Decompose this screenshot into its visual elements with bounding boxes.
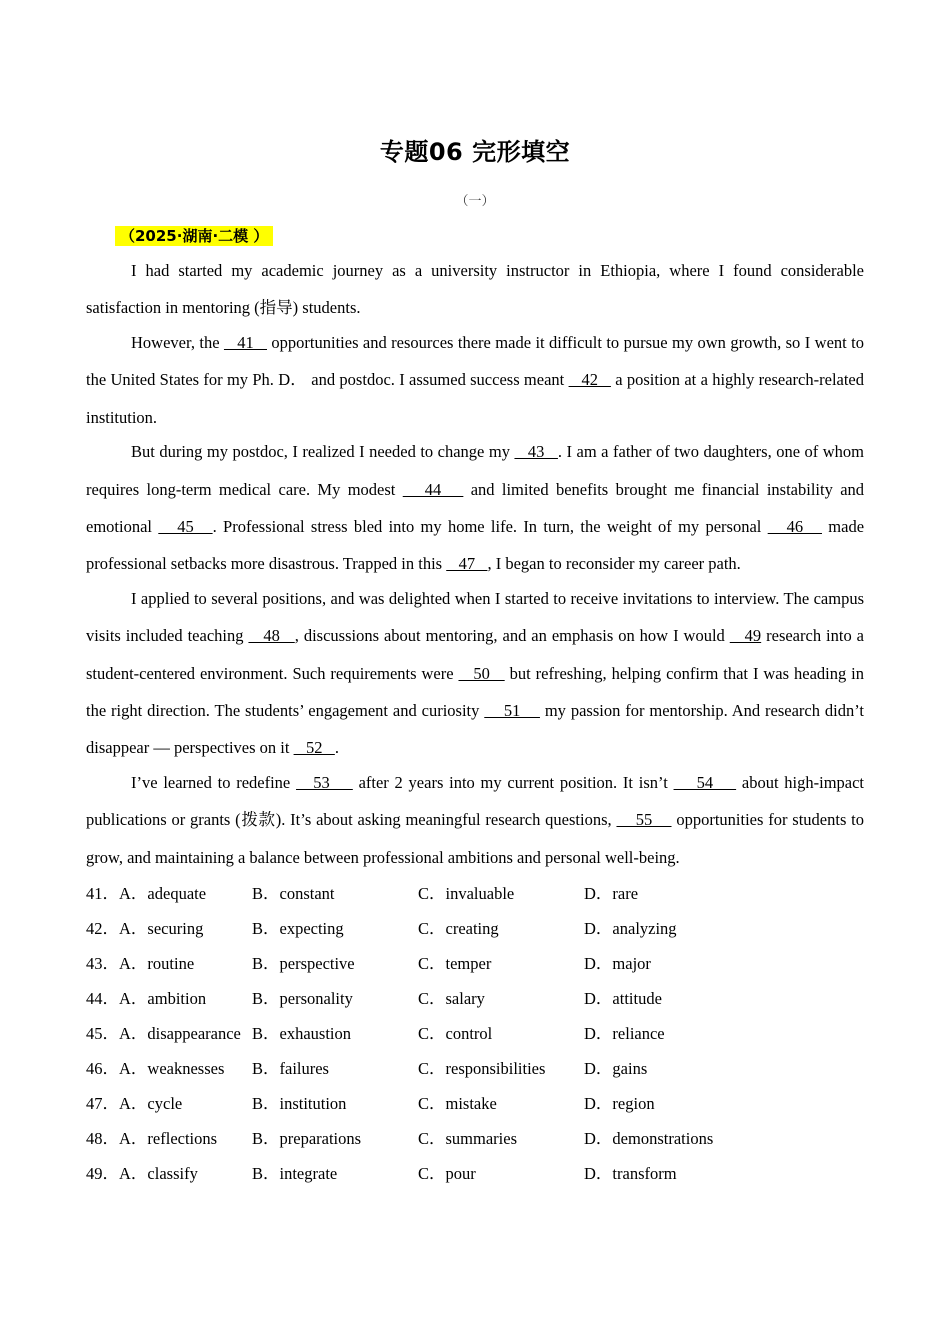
option-a: A．ambition — [119, 989, 207, 1008]
option-a: A．weaknesses — [119, 1059, 225, 1078]
page-title: 专题06 完形填空 — [379, 138, 571, 166]
option-d: D．gains — [584, 1059, 648, 1078]
option-d: D．rare — [584, 884, 639, 903]
blank-42: 42 — [568, 370, 611, 390]
paragraph-2: However, the 41 opportunities and resources there made it difficult to pursue my own growth, so I went to the United States for my Ph. D． and postdoc. I assumed success meant 42 a position at a highly research-related institution. — [86, 333, 865, 427]
option-d: D．attitude — [584, 989, 662, 1008]
option-a: A．reflections — [119, 1129, 218, 1148]
option-a: A．routine — [119, 954, 195, 973]
question-row: 46．A．weaknesses B．failures C．responsibilities D．gains — [86, 1051, 864, 1086]
option-a: A．disappearance — [119, 1024, 241, 1043]
blank-49: 49 — [729, 626, 762, 646]
question-row: 42．A．securing B．expecting C．creating D．analyzing — [86, 911, 864, 946]
paragraph-3: But during my postdoc, I realized I needed to change my 43 . I am a father of two daughters, one of whom requires long-term medical care. My modest 44 and limited benefits brought me financial instability and emotional 45 . Professional stress bled into my home life. In turn, the weight of my personal 46 made professional setbacks more disastrous. Trapped in this 47 , I began to reconsider my career path. — [86, 442, 865, 574]
blank-47: 47 — [446, 554, 488, 574]
option-c: C．responsibilities — [418, 1059, 546, 1078]
blank-52: 52 — [293, 738, 335, 758]
option-c: C．mistake — [418, 1094, 497, 1113]
option-d: D．transform — [584, 1164, 677, 1183]
question-row: 43．A．routine B．perspective C．temper D．major — [86, 946, 864, 981]
option-b: B．institution — [252, 1094, 347, 1113]
paragraph-5: I’ve learned to redefine 53 after 2 years into my current position. It isn’t 54 about high-impact publications or grants (拨款). It’s about asking meaningful research questions, 55 opportunities for students to grow, and maintaining a balance between professional ambitions and personal well-being. — [86, 773, 865, 867]
option-d: D．demonstrations — [584, 1129, 714, 1148]
blank-45: 45 — [158, 517, 213, 537]
option-a: A．classify — [119, 1164, 198, 1183]
question-row: 48．A．reflections B．preparations C．summaries D．demonstrations — [86, 1121, 864, 1156]
option-c: C．invaluable — [418, 884, 515, 903]
paragraph-4: I applied to several positions, and was delighted when I started to receive invitations to interview. The campus visits included teaching 48 , discussions about mentoring, and an emphasis on how I would 49 research into a student-centered environment. Such requirements were 50 but refreshing, helping confirm that I was heading in the right direction. The students’ engagement and curiosity 51 my passion for mentorship. And research didn’t disappear — perspectives on it 52 . — [86, 589, 865, 758]
option-d: D．major — [584, 954, 651, 973]
question-row: 47．A．cycle B．institution C．mistake D．region — [86, 1086, 864, 1121]
option-b: B．perspective — [252, 954, 355, 973]
source-tag: （2025·湖南·二模 ） — [115, 226, 273, 246]
question-row: 41．A．adequate B．constant C．invaluable D．rare — [86, 876, 864, 911]
blank-54: 54 — [673, 773, 737, 793]
answer-options — [86, 876, 864, 1191]
blank-55: 55 — [616, 810, 672, 830]
blank-50: 50 — [458, 663, 505, 683]
option-c: C．temper — [418, 954, 492, 973]
option-b: B．personality — [252, 989, 353, 1008]
option-c: C．salary — [418, 989, 485, 1008]
option-d: D．reliance — [584, 1024, 665, 1043]
option-a: A．cycle — [119, 1094, 183, 1113]
option-c: C．summaries — [418, 1129, 517, 1148]
option-b: B．exhaustion — [252, 1024, 351, 1043]
blank-53: 53 — [296, 773, 353, 793]
option-d: D．analyzing — [584, 919, 677, 938]
option-a: A．securing — [119, 919, 204, 938]
option-c: C．pour — [418, 1164, 476, 1183]
blank-51: 51 — [484, 701, 540, 721]
option-b: B．expecting — [252, 919, 344, 938]
blank-43: 43 — [514, 442, 558, 462]
option-d: D．region — [584, 1094, 655, 1113]
blank-44: 44 — [402, 479, 464, 499]
question-row: 45．A．disappearance B．exhaustion C．control D．reliance — [86, 1016, 864, 1051]
option-c: C．control — [418, 1024, 493, 1043]
blank-41: 41 — [223, 333, 267, 353]
blank-46: 46 — [767, 517, 822, 537]
option-a: A．adequate — [119, 884, 207, 903]
paragraph-1: I had started my academic journey as a university instructor in Ethiopia, where I found considerable satisfaction in mentoring (指导) students. — [86, 261, 864, 318]
cloze-passage — [86, 252, 864, 874]
option-b: B．failures — [252, 1059, 329, 1078]
question-row: 49．A．classify B．integrate C．pour D．transform — [86, 1156, 864, 1191]
option-b: B．constant — [252, 884, 335, 903]
blank-48: 48 — [248, 626, 295, 646]
question-row: 44．A．ambition B．personality C．salary D．attitude — [86, 981, 864, 1016]
option-c: C．creating — [418, 919, 499, 938]
section-subtitle: （一） — [455, 193, 495, 208]
option-b: B．integrate — [252, 1164, 338, 1183]
option-b: B．preparations — [252, 1129, 362, 1148]
